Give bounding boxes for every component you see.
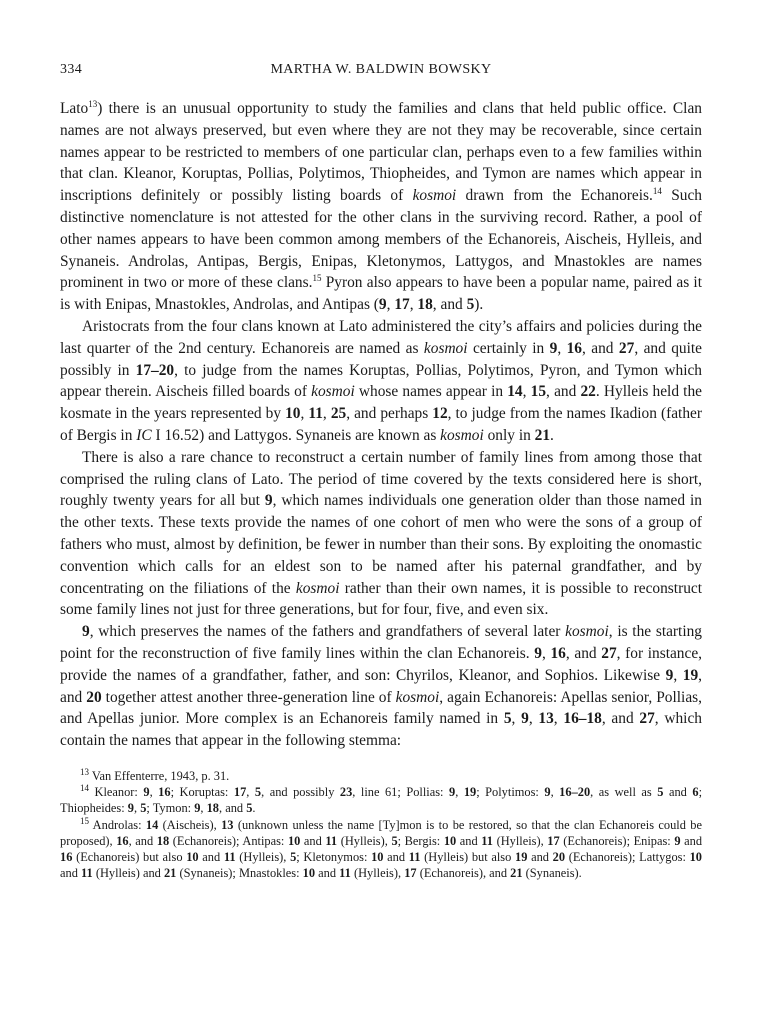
paragraph: Lato$^{13}$) there is an unusual opportunity to study the families and clans that held public office. Clan names are not always preserved, but even where they are not they may be recoverable, since certain names appear to be restricted to members of one particular clan, perhaps even to a few families within that clan. Kleanor, Koruptas, Pollias, Polytimos, Thiopheides, and Tymon are names which appear in inscriptions definitely or possibly listing boards of kosmoi drawn from the Echanoreis.$^{14}$ Such distinctive nomenclature is not attested for the other clans in the surviving record. Rather, a pool of other names appears to have been common among members of the Echanoreis, Aischeis, Hylleis, and Synaneis. Androlas, Antipas, Bergis, Enipas, Kletonymos, Lattygos, and Mnastokles are names prominent in two or more of these clans.$^{15}$ Pyron also appears to have been a popular name, paired as it is with Enipas, Mnastokles, Androlas, and Antipas (9, 17, 18, and 5). (60, 98, 702, 314)
page-header (60, 62, 702, 84)
footnote: $^{15}$ Androlas: 14 (Aischeis), 13 (unknown unless the name [Ty]mon is to be restored, so that the clan Echanoreis could be proposed), 16, and 18 (Echanoreis); Antipas: 10 and 11 (Hylleis), 5; Bergis: 10 and 11 (Hylleis), 17 (Echanoreis); Enipas: 9 and 16 (Echanoreis) but also 10 and 11 (Hylleis), 5; Kletonymos: 10 and 11 (Hylleis) but also 19 and 20 (Echanoreis); Lattygos: 10 and 11 (Hylleis) and 21 (Synaneis); Mnastokles: 10 and 11 (Hylleis), 17 (Echanoreis), and 21 (Synaneis). (60, 815, 703, 881)
page (60, 62, 702, 881)
page-number: 334 (60, 62, 83, 77)
paragraph: 9, which preserves the names of the fathers and grandfathers of several later kosmoi, is the starting point for the reconstruction of five family lines within the clan Echanoreis. 9, 16, and 27, for instance, provide the names of a grandfather, father, and son: Chyrilos, Kleanor, and Sophios. Likewise 9, 19, and 20 together attest another three-generation line of kosmoi, again Echanoreis: Apellas senior, Pollias, and Apellas junior. More complex is an Echanoreis family named in 5, 9, 13, 16–18, and 27, which contain the names that appear in the following stemma: (60, 623, 703, 750)
running-head: MARTHA W. BALDWIN BOWSKY (270, 62, 492, 77)
paragraph: Aristocrats from the four clans known at Lato administered the city’s affairs and policies during the last quarter of the 2nd century. Echanoreis are named as kosmoi certainly in 9, 16, and 27, and quite possibly in 17–20, to judge from the names Koruptas, Pollias, Polytimos, Pyron, and Tymon which appear therein. Aischeis filled boards of kosmoi whose names appear in 14, 15, and 22. Hylleis held the kosmate in the years represented by 10, 11, 25, and perhaps 12, to judge from the names Ikadion (father of Bergis in IC I 16.52) and Lattygos. Synaneis are known as kosmoi only in 21. (60, 317, 703, 444)
footnotes (60, 768, 702, 881)
body-text (60, 98, 702, 752)
paragraph: There is also a rare chance to reconstruct a certain number of family lines from among those that comprised the ruling clans of Lato. The period of time covered by the texts considered here is short, roughly twenty years for all but 9, which names individuals one generation older than those named in the other texts. These texts provide the names of one cohort of men who were the sons of a group of fathers who must, almost by definition, be fewer in number than their sons. By exploiting the onomastic convention which calls for an eldest son to be named after his paternal grandfather, and by concentrating on the filiations of the kosmoi rather than their own names, it is possible to reconstruct some family lines not just for three generations, but for four, five, and even six. (60, 448, 702, 619)
footnote: $^{14}$ Kleanor: 9, 16; Koruptas: 17, 5, and possibly 23, line 61; Pollias: 9, 19; Polytimos: 9, 16–20, as well as 5 and 6; Thiopheides: 9, 5; Tymon: 9, 18, and 5. (60, 782, 703, 816)
footnote: $^{13}$ Van Effenterre, 1943, p. 31. (80, 766, 230, 783)
